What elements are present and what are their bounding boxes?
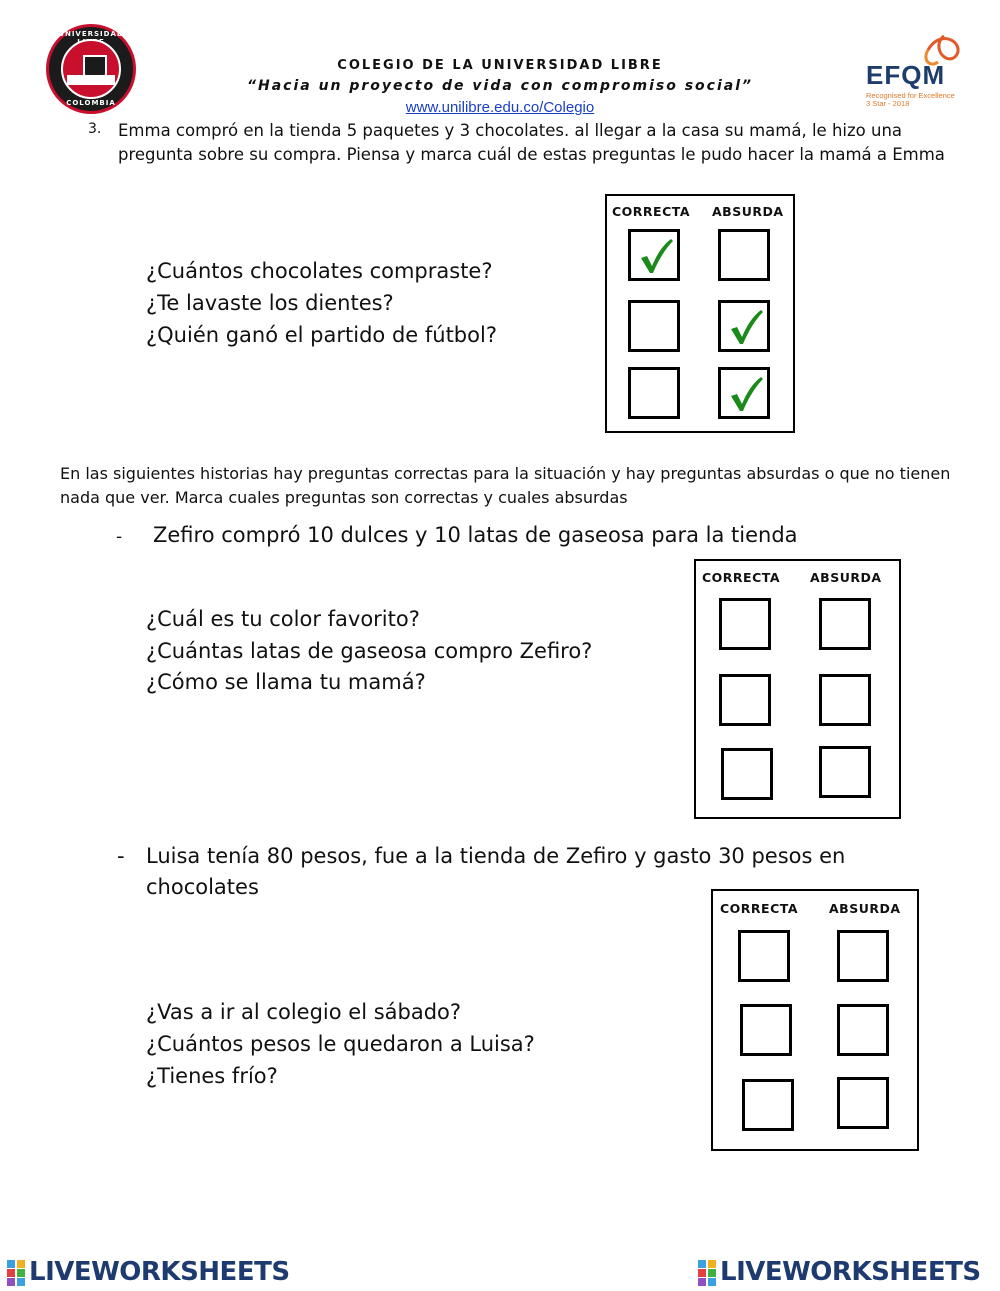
school-url-link[interactable]: www.unilibre.edu.co/Colegio [405,99,595,116]
checkbox-q3-absurda[interactable] [718,367,770,419]
school-title: COLEGIO DE LA UNIVERSIDAD LIBRE [337,58,663,73]
checkbox-q2-correcta[interactable] [740,1004,792,1056]
story-2-question-3: ¿Tienes frío? [146,1064,278,1088]
story-1-bullet: - [116,527,123,547]
header-correcta: CORRECTA [702,570,780,585]
header-correcta: CORRECTA [720,901,798,916]
liveworksheets-icon [7,1260,25,1286]
story-2-bullet: - [117,844,125,868]
exercise-number: 3. [88,121,102,137]
story-1-answer-panel [694,559,901,819]
header-absurda: ABSURDA [829,901,901,916]
checkbox-q1-absurda[interactable] [718,229,770,281]
story-1-question-1: ¿Cuál es tu color favorito? [146,607,420,631]
exercise-3-question-2: ¿Te lavaste los dientes? [146,291,394,315]
checkbox-q1-correcta[interactable] [719,598,771,650]
exercise-3-question-3: ¿Quién ganó el partido de fútbol? [146,323,497,347]
story-1-question-3: ¿Cómo se llama tu mamá? [146,670,426,694]
checkbox-q3-absurda[interactable] [819,746,871,798]
checkbox-q2-correcta[interactable] [719,674,771,726]
checkbox-q3-correcta[interactable] [721,748,773,800]
header-absurda: ABSURDA [810,570,882,585]
checkbox-q2-absurda[interactable] [837,1004,889,1056]
checkbox-q3-correcta[interactable] [628,367,680,419]
liveworksheets-icon [698,1260,716,1286]
checkmark-icon [727,307,765,347]
exercise-3-answer-panel [605,194,795,433]
story-1-text: Zefiro compró 10 dulces y 10 latas de gaseosa para la tienda [153,523,798,547]
seal-top-text: UNIVERSIDAD [58,30,124,38]
checkbox-q3-absurda[interactable] [837,1077,889,1129]
seal-bottom-text: COLOMBIA [66,99,116,107]
checkbox-q2-absurda[interactable] [819,674,871,726]
school-motto: “Hacia un proyecto de vida con compromiso social” [246,78,754,94]
story-1-question-2: ¿Cuántas latas de gaseosa compro Zefiro? [146,639,593,663]
efqm-recognition-line2: 3 Star - 2018 [866,99,910,108]
story-2-answer-panel [711,889,919,1151]
liveworksheets-brand-left: LIVEWORKSHEETS [29,1257,290,1287]
checkbox-q3-correcta[interactable] [742,1079,794,1131]
efqm-name: EFQM [866,60,946,90]
checkmark-icon [727,374,765,414]
efqm-recognition-line1: Recognised for Excellence [866,91,955,100]
story-2-question-1: ¿Vas a ir al colegio el sábado? [146,1000,462,1024]
efqm-recognition [866,92,986,108]
story-2-text-line-1: Luisa tenía 80 pesos, fue a la tienda de Zefiro y gasto 30 pesos en [146,844,846,868]
story-2-text-line-2: chocolates [146,875,259,899]
checkbox-q1-absurda[interactable] [819,598,871,650]
story-2-question-2: ¿Cuántos pesos le quedaron a Luisa? [146,1032,535,1056]
checkbox-q2-absurda[interactable] [718,300,770,352]
header-absurda: ABSURDA [712,204,784,219]
exercise-3-question-1: ¿Cuántos chocolates compraste? [146,259,493,283]
checkbox-q1-correcta[interactable] [628,229,680,281]
checkbox-q2-correcta[interactable] [628,300,680,352]
checkbox-q1-absurda[interactable] [837,930,889,982]
checkbox-q1-correcta[interactable] [738,930,790,982]
exercise-3-statement: Emma compró en la tienda 5 paquetes y 3 chocolates. al llegar a la casa su mamá, le hizo una pregunta sobre su compra. Piensa y marca cuál de estas preguntas le pudo hacer la mamá a Emma [118,121,945,164]
checkmark-icon [637,236,675,276]
liveworksheets-brand-right: LIVEWORKSHEETS [720,1257,981,1287]
header-correcta: CORRECTA [612,204,690,219]
instructions-paragraph: En las siguientes historias hay preguntas correctas para la situación y hay preguntas absurdas o que no tienen nada que ver. Marca cuales preguntas son correctas y cuales absurdas [60,464,951,507]
